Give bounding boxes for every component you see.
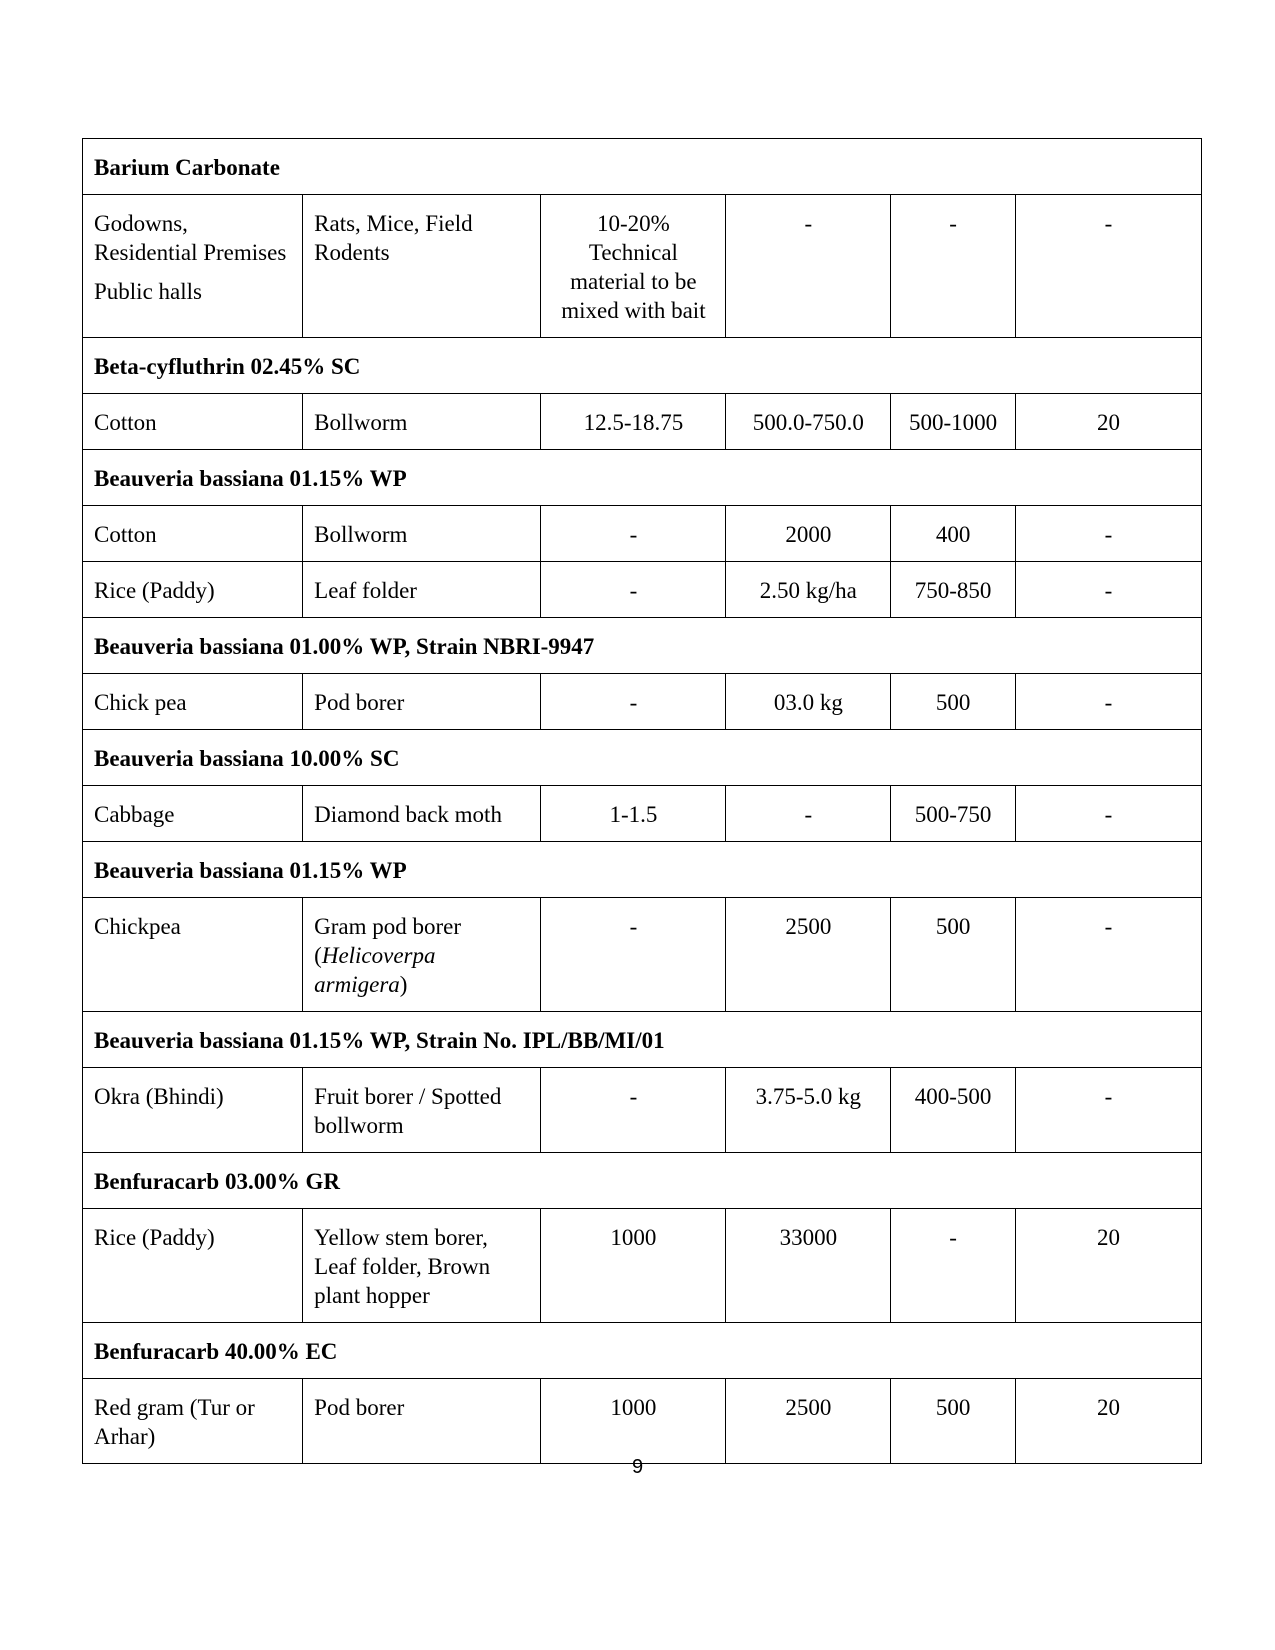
dosage-formulation-cell: 2000 — [726, 506, 891, 562]
pest-text: Gram pod borer ( — [314, 914, 462, 968]
section-row — [83, 1153, 1202, 1209]
dosage-ai-cell: - — [541, 506, 726, 562]
section-heading: Beta-cyfluthrin 02.45% SC — [83, 338, 1202, 394]
table-row — [83, 1209, 1202, 1323]
waiting-period-cell: 20 — [1015, 394, 1201, 450]
crop-cell — [83, 195, 303, 338]
dosage-ai-cell: - — [541, 562, 726, 618]
section-row — [83, 1012, 1202, 1068]
crop-cell: Red gram (Tur or Arhar) — [83, 1379, 303, 1464]
crop-text: Godowns, Residential Premises — [94, 211, 287, 265]
pesticide-table — [82, 138, 1202, 1464]
water-dilution-cell: 400-500 — [891, 1068, 1016, 1153]
crop-cell: Rice (Paddy) — [83, 562, 303, 618]
section-heading: Beauveria bassiana 01.00% WP, Strain NBRI-9947 — [83, 618, 1202, 674]
section-row — [83, 730, 1202, 786]
dosage-formulation-cell: 33000 — [726, 1209, 891, 1323]
dosage-formulation-cell: 500.0-750.0 — [726, 394, 891, 450]
waiting-period-cell: - — [1015, 195, 1201, 338]
water-dilution-cell: 500-1000 — [891, 394, 1016, 450]
dosage-formulation-cell: 2500 — [726, 1379, 891, 1464]
table-row — [83, 562, 1202, 618]
water-dilution-cell: - — [891, 195, 1016, 338]
dosage-ai-cell: 1000 — [541, 1379, 726, 1464]
crop-cell: Okra (Bhindi) — [83, 1068, 303, 1153]
section-row — [83, 139, 1202, 195]
table-row — [83, 674, 1202, 730]
dosage-ai-cell: - — [541, 1068, 726, 1153]
section-heading: Benfuracarb 03.00% GR — [83, 1153, 1202, 1209]
water-dilution-cell: 400 — [891, 506, 1016, 562]
waiting-period-cell: - — [1015, 562, 1201, 618]
section-heading: Beauveria bassiana 10.00% SC — [83, 730, 1202, 786]
waiting-period-cell: 20 — [1015, 1209, 1201, 1323]
crop-cell: Cabbage — [83, 786, 303, 842]
dosage-ai-cell: 1-1.5 — [541, 786, 726, 842]
water-dilution-cell: 500-750 — [891, 786, 1016, 842]
pest-cell: Bollworm — [303, 394, 541, 450]
water-dilution-cell: - — [891, 1209, 1016, 1323]
crop-cell: Cotton — [83, 506, 303, 562]
dosage-ai-cell: 1000 — [541, 1209, 726, 1323]
page-number: 9 — [631, 1456, 644, 1478]
pest-cell: Diamond back moth — [303, 786, 541, 842]
table-row — [83, 506, 1202, 562]
pest-cell: Yellow stem borer, Leaf folder, Brown plant hopper — [303, 1209, 541, 1323]
pest-cell: Leaf folder — [303, 562, 541, 618]
section-heading: Benfuracarb 40.00% EC — [83, 1323, 1202, 1379]
dosage-ai-cell: - — [541, 674, 726, 730]
section-row — [83, 450, 1202, 506]
dosage-formulation-cell: 2500 — [726, 898, 891, 1012]
section-row — [83, 338, 1202, 394]
dosage-formulation-cell: 3.75-5.0 kg — [726, 1068, 891, 1153]
dosage-formulation-cell: - — [726, 786, 891, 842]
section-row — [83, 842, 1202, 898]
crop-cell: Rice (Paddy) — [83, 1209, 303, 1323]
water-dilution-cell: 500 — [891, 1379, 1016, 1464]
water-dilution-cell: 750-850 — [891, 562, 1016, 618]
waiting-period-cell: - — [1015, 1068, 1201, 1153]
pest-cell: Bollworm — [303, 506, 541, 562]
section-heading: Beauveria bassiana 01.15% WP, Strain No. IPL/BB/MI/01 — [83, 1012, 1202, 1068]
dosage-ai-cell: - — [541, 898, 726, 1012]
waiting-period-cell: - — [1015, 674, 1201, 730]
crop-text-secondary: Public halls — [94, 279, 202, 304]
pest-cell: Fruit borer / Spotted bollworm — [303, 1068, 541, 1153]
pest-scientific-name: Helicoverpa armigera — [314, 943, 436, 997]
section-row — [83, 618, 1202, 674]
dosage-ai-cell: 12.5-18.75 — [541, 394, 726, 450]
waiting-period-cell: - — [1015, 898, 1201, 1012]
section-heading: Beauveria bassiana 01.15% WP — [83, 842, 1202, 898]
table-row — [83, 195, 1202, 338]
pest-cell: Rats, Mice, Field Rodents — [303, 195, 541, 338]
section-heading: Barium Carbonate — [83, 139, 1202, 195]
table-row — [83, 786, 1202, 842]
water-dilution-cell: 500 — [891, 674, 1016, 730]
pest-text-closing: ) — [399, 972, 408, 997]
table-row — [83, 394, 1202, 450]
waiting-period-cell: - — [1015, 786, 1201, 842]
section-heading: Beauveria bassiana 01.15% WP — [83, 450, 1202, 506]
waiting-period-cell: 20 — [1015, 1379, 1201, 1464]
waiting-period-cell: - — [1015, 506, 1201, 562]
crop-cell: Chickpea — [83, 898, 303, 1012]
section-row — [83, 1323, 1202, 1379]
pest-cell — [303, 898, 541, 1012]
pest-cell: Pod borer — [303, 1379, 541, 1464]
crop-cell: Chick pea — [83, 674, 303, 730]
crop-cell: Cotton — [83, 394, 303, 450]
table-row — [83, 1068, 1202, 1153]
water-dilution-cell: 500 — [891, 898, 1016, 1012]
dosage-formulation-cell: - — [726, 195, 891, 338]
dosage-formulation-cell: 03.0 kg — [726, 674, 891, 730]
dosage-ai-cell: 10-20% Technical material to be mixed with bait — [541, 195, 726, 338]
table-row — [83, 1379, 1202, 1464]
table-row — [83, 898, 1202, 1012]
pest-cell: Pod borer — [303, 674, 541, 730]
dosage-formulation-cell: 2.50 kg/ha — [726, 562, 891, 618]
